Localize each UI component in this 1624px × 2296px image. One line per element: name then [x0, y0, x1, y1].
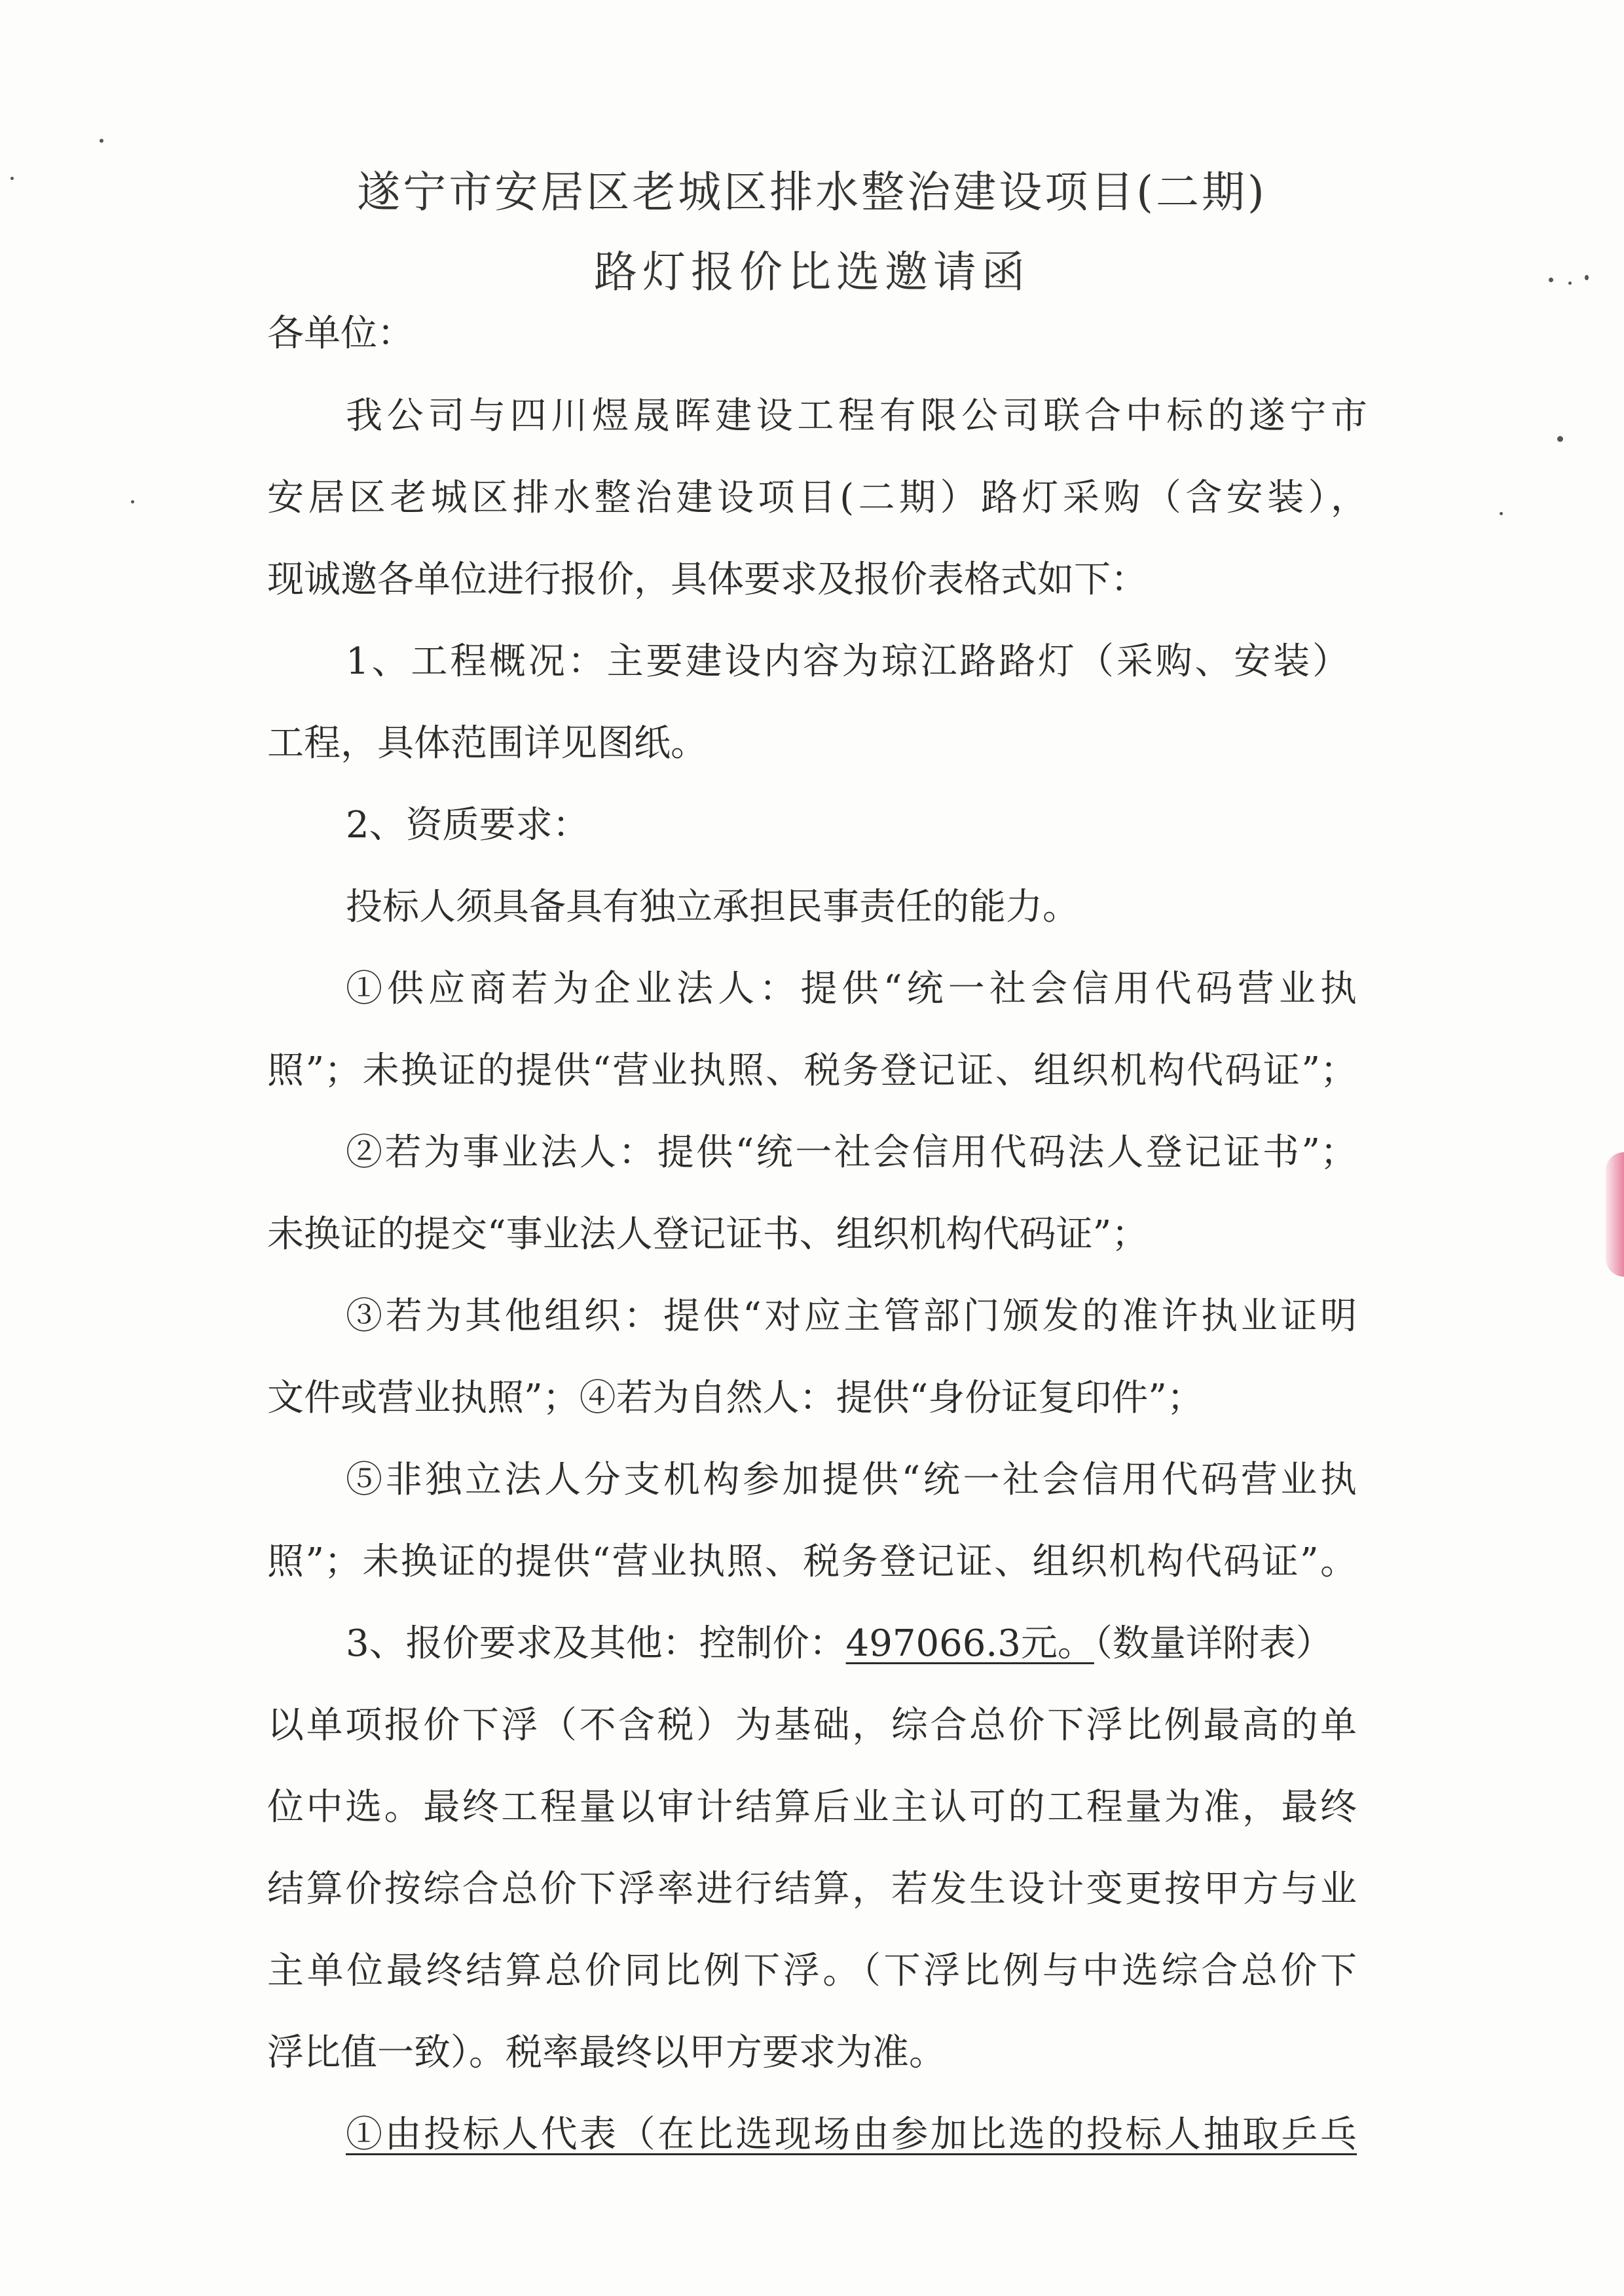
section-2-item: ③若为其他组织：提供“对应主管部门颁发的准许执业证明 — [346, 1295, 1357, 1338]
control-price: 497066.3元。 — [845, 1622, 1094, 1665]
scan-speck — [1500, 512, 1503, 515]
section-2-item: ②若为事业法人：提供“统一社会信用代码法人登记证书”； — [346, 1131, 1357, 1174]
scan-speck — [1549, 278, 1553, 282]
section-2-item: 未换证的提交“事业法人登记证书、组织机构代码证”； — [267, 1213, 1149, 1256]
section-3-line: 位中选。最终工程量以审计结算后业主认可的工程量为准，最终 — [267, 1786, 1357, 1829]
scan-speck — [100, 139, 103, 143]
section-2-heading: 2、资质要求： — [346, 804, 589, 847]
scan-speck — [131, 500, 134, 503]
section-3-line: 以单项报价下浮（不含税）为基础，综合总价下浮比例最高的单 — [267, 1704, 1357, 1747]
paragraph-intro-line: 现诚邀各单位进行报价，具体要求及报价表格式如下： — [267, 558, 1147, 601]
section-3-line: 结算价按综合总价下浮率进行结算，若发生设计变更按甲方与业 — [267, 1868, 1357, 1910]
paragraph-intro-line: 我公司与四川煜晟晖建设工程有限公司联合中标的遂宁市 — [346, 395, 1367, 437]
section-2-item: 照”；未换证的提供“营业执照、税务登记证、组织机构代码证”； — [267, 1049, 1357, 1092]
section-1-line: 1、工程概况：主要建设内容为琼江路路灯（采购、安装） — [346, 640, 1349, 683]
seal-fragment — [1606, 1152, 1624, 1277]
scan-speck — [1568, 282, 1572, 285]
section-2-item: ⑤非独立法人分支机构参加提供“统一社会信用代码营业执 — [346, 1459, 1357, 1501]
section-3-item: ①由投标人代表（在比选现场由参加比选的投标人抽取乒乓 — [346, 2113, 1357, 2156]
section-2-item: 照”；未换证的提供“营业执照、税务登记证、组织机构代码证”。 — [267, 1540, 1357, 1583]
document-title: 遂宁市安居区老城区排水整治建设项目(二期) — [357, 167, 1267, 217]
section-2-item: 文件或营业执照”；④若为自然人：提供“身份证复印件”； — [267, 1377, 1204, 1419]
paragraph-intro-line: 安居区老城区排水整治建设项目(二期）路灯采购（含安装）， — [267, 477, 1367, 519]
section-3-line: 浮比值一致）。税率最终以甲方要求为准。 — [267, 2032, 946, 2074]
salutation: 各单位： — [267, 312, 414, 355]
section-1-line: 工程，具体范围详见图纸。 — [267, 722, 707, 765]
section-3-line: 主单位最终结算总价同比例下浮。（下浮比例与中选综合总价下 — [267, 1950, 1357, 1992]
scan-speck — [1557, 436, 1563, 442]
section-3-prefix: 3、报价要求及其他：控制价： — [346, 1622, 846, 1665]
section-3-suffix: （数量详附表） — [1094, 1622, 1333, 1665]
scan-speck — [1585, 275, 1589, 280]
section-2-item: ①供应商若为企业法人：提供“统一社会信用代码营业执 — [346, 968, 1357, 1010]
section-2-intro: 投标人须具备具有独立承担民事责任的能力。 — [346, 886, 1079, 928]
document-subtitle: 路灯报价比选邀请函 — [594, 247, 1030, 297]
scan-speck — [10, 177, 14, 180]
section-3-line — [346, 1622, 1333, 1665]
